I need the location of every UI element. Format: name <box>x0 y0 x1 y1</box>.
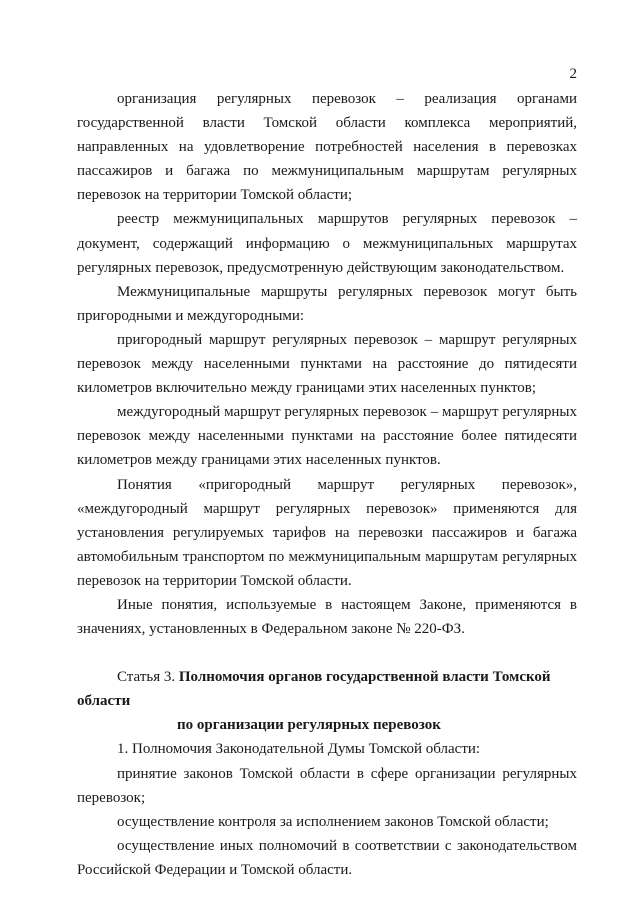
paragraph-suburban-route: пригородный маршрут регулярных перевозок – маршрут регулярных перевозок между населенными пунктами на расстояние до пятидесяти километров включительно между границами этих населенных пунктов; <box>77 331 577 397</box>
paragraph-intercity-route: междугородный маршрут регулярных перевозок – маршрут регулярных перевозок между населенными пунктами на расстояние более пятидесяти километров между границами этих населенных пунктов. <box>77 404 577 469</box>
article-item-other-powers: осуществление иных полномочий в соответствии с законодательством Российской Федерации и Томской области. <box>77 837 577 878</box>
article-item-duma-powers: 1. Полномочия Законодательной Думы Томской области: <box>117 741 481 758</box>
article-label: Статья 3. <box>117 669 176 686</box>
page-number: 2 <box>569 66 577 82</box>
paragraph-route-types: Межмуниципальные маршруты регулярных перевозок могут быть пригородными и междугородными: <box>77 283 577 324</box>
article-title-continuation: по организации регулярных перевозок <box>177 717 441 734</box>
article-title: Полномочия органов государственной власти Томской области <box>77 669 551 710</box>
paragraph-tariff-concepts: Понятия «пригородный маршрут регулярных перевозок», «междугородный маршрут регулярных перевозок» применяются для установления регулируемых тарифов на перевозки пассажиров и багажа автомобильным транспортом по межмуниципальным маршрутам регулярных перевозок на территории Томской области. <box>77 476 577 589</box>
paragraph-definition-registry: реестр межмуниципальных маршрутов регулярных перевозок – документ, содержащий информацию о межмуниципальных маршрутах регулярных перевозок, предусмотренную действующим законодательством. <box>77 211 577 276</box>
paragraph-other-concepts: Иные понятия, используемые в настоящем Законе, применяются в значениях, установленных в Федеральном законе № 220-ФЗ. <box>77 596 577 638</box>
document-body <box>77 87 577 882</box>
article-item-adopt-laws: принятие законов Томской области в сфере организации регулярных перевозок; <box>77 765 577 806</box>
article-item-control: осуществление контроля за исполнением законов Томской области; <box>117 813 549 830</box>
article-heading <box>77 665 577 713</box>
paragraph-definition-organization: организация регулярных перевозок – реализация органами государственной власти Томской области комплекса мероприятий, направленных на удовлетворение потребностей населения в перевозках пассажиров и багажа по межмуниципальным маршрутам регулярных перевозок на территории Томской области; <box>77 91 577 204</box>
